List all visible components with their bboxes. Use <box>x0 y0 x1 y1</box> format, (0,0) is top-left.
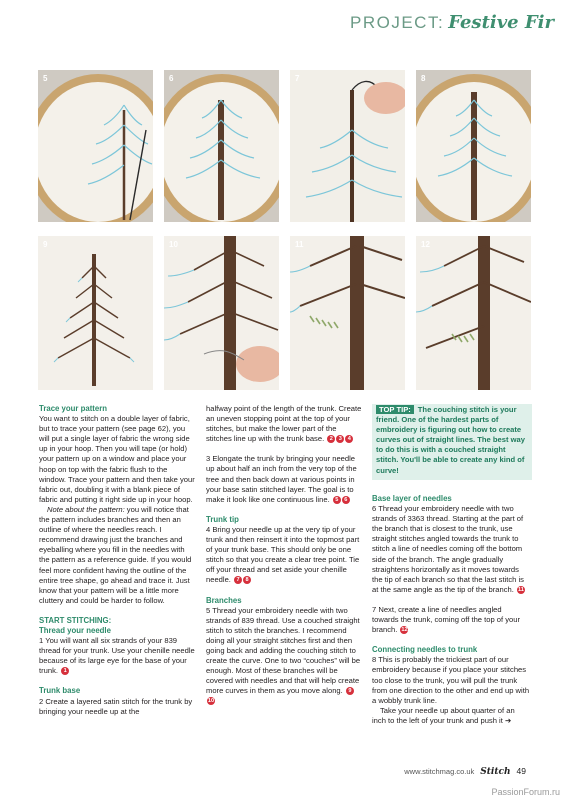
step-badge: 3 <box>336 435 344 443</box>
step-badge: 9 <box>346 687 354 695</box>
paragraph: You want to stitch on a double layer of fabric, but to trace your pattern (see page 62), you will put a single layer of fabric the wrong side up in your hoop. Then you will tape (or hold) your pattern up on a window and place your hoop on top with the fabric flush to the window. Trace your pattern and then take your fabric out, doubling it with a blank piece of fabric and putting it right side up in your hoop. <box>39 414 195 504</box>
note-lead: Note about the pattern: <box>47 504 125 514</box>
paragraph: 3 Elongate the trunk by bringing your needle up about half an inch from the very top of the tree and then back down at various points in your base satin stitched layer. The goal is to make it look like one continuous line. 5 6 <box>206 454 357 504</box>
step-photo-10 <box>164 236 279 390</box>
heading-trace-pattern: Trace your pattern <box>39 404 108 413</box>
paragraph: halfway point of the length of the trunk. Create an uneven stopping point at the top of your stitches, but make the lower part of the stitches line up with the trunk base. 2 3 4 <box>206 404 362 444</box>
step-photo-9 <box>38 236 153 390</box>
step-number: 7 <box>295 74 300 83</box>
project-label: PROJECT: <box>350 13 445 32</box>
magazine-logo: Stitch <box>480 767 511 777</box>
text-column-2 <box>206 404 362 707</box>
paragraph: 1 You will want all six strands of your 839 thread for your trunk. Use your chenille needle because of its large eye for the base of your trunk. 1 <box>39 636 195 676</box>
paragraph: 7 Next, create a line of needles angled towards the trunk, coming off the top of your branch. 12 <box>372 604 521 635</box>
step-number: 10 <box>169 240 178 249</box>
page-footer <box>404 766 526 777</box>
step-badge: 8 <box>243 576 251 584</box>
paragraph <box>39 505 195 606</box>
page-header <box>350 12 554 33</box>
heading-trunk-tip: Trunk tip <box>206 514 239 524</box>
step-photo-7 <box>290 70 405 222</box>
step-badge: 7 <box>234 576 242 584</box>
step-photo-5 <box>38 70 153 222</box>
heading-base-layer: Base layer of needles <box>372 494 452 503</box>
website-link[interactable]: www.stitchmag.co.uk <box>404 767 475 776</box>
step-photo-6 <box>164 70 279 222</box>
watermark: PassionForum.ru <box>491 787 560 797</box>
heading-thread-needle: Thread your needle <box>39 625 111 635</box>
step-number: 8 <box>421 74 426 83</box>
step-photo-11 <box>290 236 405 390</box>
paragraph: 4 Bring your needle up at the very tip of your trunk and then reinsert it into the topmost part of your trunk base. This should only be one stitch so that you create a clear tree point. Tie off your thread and set aside your chenille needle. 7 8 <box>206 524 360 585</box>
step-badge: 1 <box>61 667 69 675</box>
step-badge: 6 <box>342 496 350 504</box>
paragraph: 8 This is probably the trickiest part of our embroidery because if you place your stitches too close to the trunk, you will pull the trunk from one direction to the other and end up with a wobbly trunk line. <box>372 655 530 705</box>
step-number: 6 <box>169 74 174 83</box>
note-text: you will notice that the pattern includes branches and then an outline of where the needles reach. I recommend drawing just the branches and eyeballing where you fill in the needles with the pattern as a reference guide. If you would feel more confident having the outline of the entire tree shape, go ahead and trace it. Just know that your pattern will be a little more cluttery and could be harder to follow. <box>39 504 192 605</box>
text-column-1 <box>39 404 195 717</box>
heading-branches: Branches <box>206 595 242 605</box>
step-badge: 11 <box>518 586 524 593</box>
top-tip-label: TOP TIP: <box>376 405 414 414</box>
paragraph: 6 Thread your embroidery needle with two strands of 3363 thread. Starting at the part of the branch that is closest to the trunk, use straight stitches angled towards the trunk to stitch a line of needles coming off the bottom side of the branch. The angle gradually straightens horizontally as it moves towards the tip of each branch so that the last stitch is at the same angle as the tip of the branch. 11 <box>372 504 524 594</box>
step-badge: 12 <box>401 627 408 634</box>
step-number: 12 <box>421 240 430 249</box>
step-number: 5 <box>43 74 48 83</box>
step-number: 9 <box>43 240 48 249</box>
top-tip-box <box>372 404 532 480</box>
project-title: Festive Fir <box>448 12 554 33</box>
paragraph: 2 Create a layered satin stitch for the trunk by bringing your needle up at the <box>39 696 193 716</box>
heading-trunk-base: Trunk base <box>39 686 81 696</box>
paragraph: 5 Thread your embroidery needle with two strands of 839 thread. Use a couched straight stitch to stitch the branches. I recommend doing all your straight stitches first and then going back and adding the couching stitch to create the curve. One to two “couches” will be enough. Most of these branches will be covered with needles and that will help create more curves in them as you move along. 910 <box>206 605 361 705</box>
page-number: 49 <box>516 766 526 776</box>
step-badge: 10 <box>207 698 215 705</box>
step-badge: 5 <box>333 496 341 504</box>
step-badge: 4 <box>345 435 353 443</box>
paragraph: Take your needle up about quarter of an inch to the left of your trunk and push it ➔ <box>372 705 515 725</box>
top-tip-text: The couching stitch is your friend. One of the hardest parts of embroidery is figuring out how to create curves out of straight lines. The best way to do this is with a couched straight stitch. You'll be able to create any kind of curve! <box>376 405 525 475</box>
heading-start-stitching: START STITCHING: <box>39 615 112 625</box>
step-badge: 2 <box>327 435 335 443</box>
text-column-3 <box>372 494 530 726</box>
heading-connecting-needles: Connecting needles to trunk <box>372 645 478 655</box>
step-number: 11 <box>295 240 304 249</box>
step-photo-8 <box>416 70 531 222</box>
step-photo-12 <box>416 236 531 390</box>
